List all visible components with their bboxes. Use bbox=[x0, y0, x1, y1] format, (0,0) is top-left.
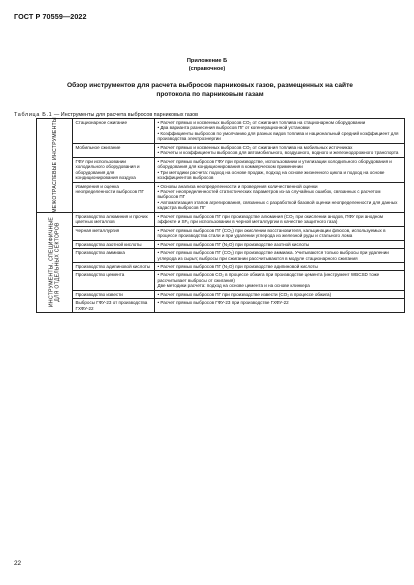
document-header: ГОСТ Р 70559—2022 bbox=[14, 12, 87, 21]
tool-description-cell bbox=[155, 249, 405, 263]
table-row bbox=[37, 249, 405, 263]
description-item: • Коэффициенты выбросов по умолчанию для разных видов топлива и национальный средний коэффициент для производства электроэнергии bbox=[157, 130, 399, 142]
description-item: • Автоматизация этапов агрегирования, связанных с разработкой базовой оценки неопределенности для данных кадастра выбросов ПГ bbox=[157, 199, 398, 211]
group-label-cell bbox=[37, 212, 73, 312]
tool-name-cell: Производство азотной кислоты bbox=[73, 240, 155, 248]
table-row bbox=[37, 290, 405, 298]
group-label-cell bbox=[37, 119, 73, 213]
page-title: Обзор инструментов для расчета выбросов парниковых газов, размещенных на сайте протокола по парниковым газам bbox=[67, 82, 353, 98]
tool-name-cell: Производство цемента bbox=[73, 271, 155, 290]
table-row bbox=[37, 182, 405, 212]
tool-description-cell bbox=[155, 226, 405, 240]
tool-description-cell bbox=[155, 182, 405, 212]
table-row bbox=[37, 271, 405, 290]
description-item: • Расчет прямых выбросов CO₂ в процессе обжига при производстве цемента (инструмент WBCSD тоже рассчитывает выбросы от сжигания) bbox=[157, 272, 380, 283]
group-label bbox=[51, 118, 57, 214]
table-row bbox=[37, 157, 405, 182]
table-row bbox=[37, 226, 405, 240]
tool-name-cell: ГФУ при использовании холодильного оборудования и оборудования для кондиционирования воздуха bbox=[73, 157, 155, 182]
appendix-note: (справочное) bbox=[188, 66, 226, 72]
tool-name-cell: Выбросы ГФУ-23 от производства ГХФУ-22 bbox=[73, 299, 155, 313]
tool-description-cell bbox=[155, 157, 405, 182]
tool-description-cell bbox=[155, 119, 405, 144]
tool-name-cell: Производство адипиновой кислоты bbox=[73, 262, 155, 270]
tool-name-cell: Черная металлургия bbox=[73, 226, 155, 240]
description-item: • Расчет прямых выбросов ПГ (N₂O) при производстве азотной кислоты bbox=[157, 241, 310, 247]
table-row bbox=[37, 119, 405, 144]
table-caption-label: Таблица Б.1 bbox=[14, 112, 53, 118]
tools-table bbox=[36, 118, 405, 313]
table-row bbox=[37, 299, 405, 313]
group-label-line: МЕЖОТРАСЛЕВЫЕ ИНСТРУМЕНТЫ bbox=[51, 117, 58, 214]
appendix-name: Приложение Б bbox=[186, 58, 228, 64]
page-number: 22 bbox=[14, 560, 22, 567]
tool-name-cell: Производство аммиака bbox=[73, 249, 155, 263]
tool-name-cell: Стационарное сжигание bbox=[73, 119, 155, 144]
description-item: • Три методики расчета: подход на основе продаж, подход на основе жизненного цикла и подход на основе коэффициентов выбросов bbox=[157, 169, 385, 181]
table-row bbox=[37, 262, 405, 270]
table-row bbox=[37, 240, 405, 248]
description-item: • Расчет прямых выбросов ПГ при производстве извести (CO₂ в процессе обжига) bbox=[157, 291, 332, 297]
description-item: • Расчет прямых выбросов ГФУ при производстве, использовании и утилизации холодильного оборудования и оборудования для кондиционирования в коммерческом применении bbox=[157, 158, 392, 170]
tool-name-cell: Измерения и оценка неопределенности выбросов ПГ bbox=[73, 182, 155, 212]
tool-description-cell bbox=[155, 262, 405, 270]
description-item: • Расчет неопределенностей статистических параметров из-за случайных ошибок, связанных с расчетом выбросов ПГ bbox=[157, 188, 381, 200]
tool-name-cell: Производство алюминия и прочих цветных металлов bbox=[73, 212, 155, 226]
description-item: • Два варианта разнесения выбросов ПГ от когенерационной установки bbox=[157, 125, 310, 131]
tool-description-cell bbox=[155, 143, 405, 157]
description-item: • Расчет прямых и косвенных выбросов CO₂ от сжигания топлива на мобильных источниках bbox=[157, 144, 353, 150]
description-item: • Основы анализа неопределенности и проведения количественной оценки bbox=[157, 183, 318, 189]
group-label-line: ИНСТРУМЕНТЫ, СПЕЦИФИЧНЫЕ bbox=[48, 217, 55, 308]
description-item: Две методики расчета: подход на основе цемента и на основе клинкера bbox=[157, 283, 310, 289]
table-caption-text: — Инструменты для расчета выбросов парниковых газов bbox=[52, 112, 198, 118]
description-item: • Расчет прямых выбросов ГФУ-23 при производстве ГХФУ-22 bbox=[157, 300, 289, 306]
tool-description-cell bbox=[155, 240, 405, 248]
tool-description-cell bbox=[155, 290, 405, 298]
description-item: • Расчеты и коэффициенты выбросов для автомобильного, воздушного, водного и железнодорожного транспорта bbox=[157, 150, 399, 156]
tool-description-cell bbox=[155, 299, 405, 313]
tool-name-cell: Производство извести bbox=[73, 290, 155, 298]
group-label bbox=[48, 217, 61, 307]
table-row bbox=[37, 212, 405, 226]
description-item: • Расчет прямых выбросов ПГ при производстве алюминия (CO₂ при окислении анодов, ПФУ при анодном эффекте и SF₆ при использовании в черной металлургии в качестве защитного газа) bbox=[157, 213, 384, 225]
description-item: • Расчет прямых выбросов ПГ (N₂O) при производстве адипиновой кислоты bbox=[157, 263, 318, 269]
tool-description-cell bbox=[155, 212, 405, 226]
table-row bbox=[37, 143, 405, 157]
description-item: • Расчет прямых выбросов ПГ (CO₂) при производстве аммиака. Учитываются только выбросы при удалении углерода из сырья; выбросы при сжигании рассчитываются в модуле стационарного сжигания bbox=[157, 250, 389, 261]
tool-name-cell: Мобильное сжигание bbox=[73, 143, 155, 157]
tool-description-cell bbox=[155, 271, 405, 290]
description-item: • Расчет прямых и косвенных выбросов CO₂ от сжигания топлива на стационарном оборудовании bbox=[157, 120, 366, 125]
description-item: • Расчет прямых выбросов ПГ (CO₂) при окислении восстановителя, кальцинации флюсов, используемых в процессе производства стали и при удалении углерода из железной руды и стального лома bbox=[157, 227, 386, 239]
group-label-line: ДЛЯ ОТДЕЛЬНЫХ СЕКТОРОВ bbox=[54, 222, 61, 303]
